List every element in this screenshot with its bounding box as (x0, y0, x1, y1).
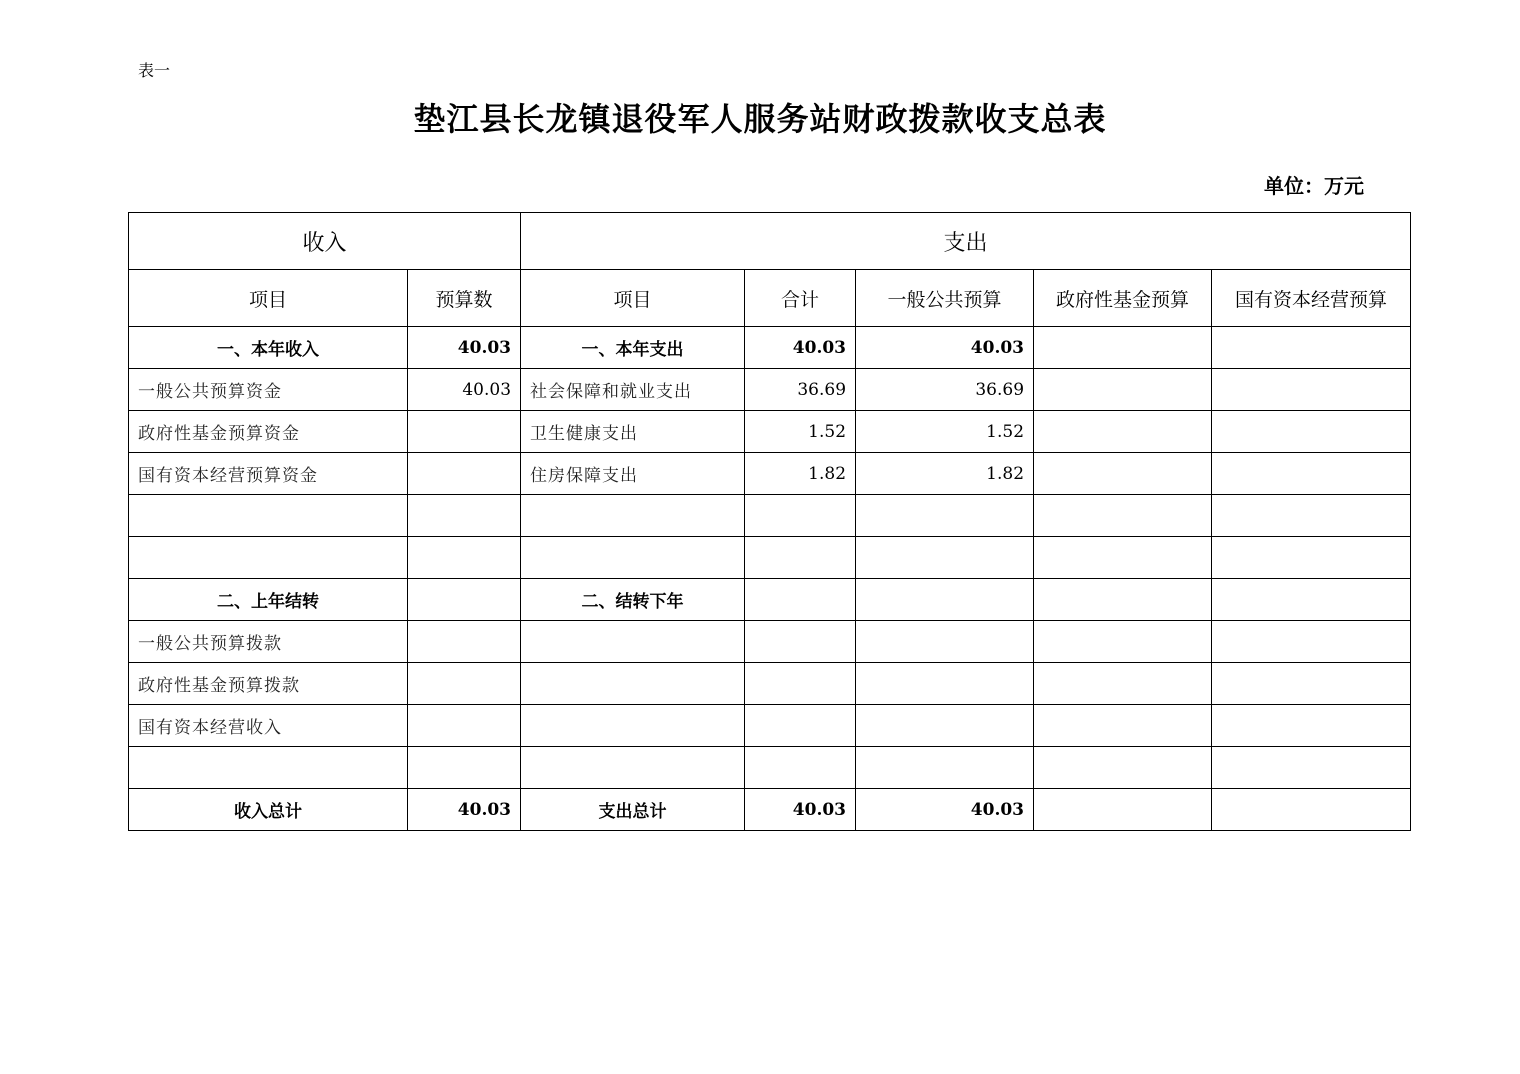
expense-item-cell (521, 663, 745, 705)
income-item-cell: 政府性基金预算资金 (129, 411, 408, 453)
table-row (129, 663, 1411, 705)
general-public-budget-cell: 40.03 (856, 327, 1034, 369)
income-amount-cell (408, 495, 521, 537)
income-item-cell: 政府性基金预算拨款 (129, 663, 408, 705)
col-header-expense-item: 项目 (521, 270, 745, 327)
income-section-header: 收入 (129, 213, 521, 270)
state-capital-budget-cell (1212, 495, 1411, 537)
expense-total-cell (745, 579, 856, 621)
expense-total-cell (745, 495, 856, 537)
income-amount-cell: 40.03 (408, 327, 521, 369)
income-amount-cell (408, 705, 521, 747)
expense-item-cell (521, 495, 745, 537)
col-header-gov-fund-budget: 政府性基金预算 (1034, 270, 1212, 327)
expense-item-cell: 住房保障支出 (521, 453, 745, 495)
expense-total-cell (745, 537, 856, 579)
state-capital-budget-cell (1212, 705, 1411, 747)
general-public-budget-cell (856, 579, 1034, 621)
general-public-budget-cell (856, 495, 1034, 537)
expense-item-cell (521, 747, 745, 789)
income-item-cell (129, 495, 408, 537)
state-capital-budget-cell (1212, 453, 1411, 495)
gov-fund-budget-cell (1034, 327, 1212, 369)
income-amount-cell (408, 537, 521, 579)
expense-total-cell: 1.82 (745, 453, 856, 495)
expense-item-cell: 卫生健康支出 (521, 411, 745, 453)
income-amount-cell (408, 621, 521, 663)
gov-fund-budget-cell (1034, 537, 1212, 579)
gov-fund-budget-cell (1034, 579, 1212, 621)
table-row (129, 327, 1411, 369)
income-item-cell: 一般公共预算拨款 (129, 621, 408, 663)
table-row (129, 369, 1411, 411)
gov-fund-budget-cell (1034, 411, 1212, 453)
expense-total-cell: 40.03 (745, 789, 856, 831)
income-item-cell: 一、本年收入 (129, 327, 408, 369)
state-capital-budget-cell (1212, 327, 1411, 369)
state-capital-budget-cell (1212, 747, 1411, 789)
income-item-cell: 国有资本经营预算资金 (129, 453, 408, 495)
expense-total-cell (745, 705, 856, 747)
expense-section-header: 支出 (521, 213, 1411, 270)
table-row (129, 705, 1411, 747)
income-item-cell: 收入总计 (129, 789, 408, 831)
general-public-budget-cell (856, 705, 1034, 747)
general-public-budget-cell (856, 663, 1034, 705)
table-label: 表一 (138, 61, 171, 80)
state-capital-budget-cell (1212, 579, 1411, 621)
unit-label: 单位：万元 (1264, 174, 1364, 198)
page-title: 垫江县长龙镇退役军人服务站财政拨款收支总表 (413, 100, 1107, 138)
income-amount-cell (408, 453, 521, 495)
state-capital-budget-cell (1212, 537, 1411, 579)
expense-total-cell (745, 621, 856, 663)
expense-item-cell (521, 537, 745, 579)
gov-fund-budget-cell (1034, 747, 1212, 789)
col-header-state-capital-budget: 国有资本经营预算 (1212, 270, 1411, 327)
expense-item-cell (521, 705, 745, 747)
table-row (129, 579, 1411, 621)
expense-item-cell: 二、结转下年 (521, 579, 745, 621)
table-row (129, 747, 1411, 789)
gov-fund-budget-cell (1034, 369, 1212, 411)
general-public-budget-cell: 1.52 (856, 411, 1034, 453)
state-capital-budget-cell (1212, 621, 1411, 663)
income-item-cell (129, 747, 408, 789)
state-capital-budget-cell (1212, 789, 1411, 831)
expense-item-cell: 一、本年支出 (521, 327, 745, 369)
expense-total-cell: 36.69 (745, 369, 856, 411)
income-amount-cell (408, 747, 521, 789)
income-amount-cell (408, 663, 521, 705)
gov-fund-budget-cell (1034, 621, 1212, 663)
column-header-row (129, 270, 1411, 327)
general-public-budget-cell: 1.82 (856, 453, 1034, 495)
section-header-row (129, 213, 1411, 270)
expense-item-cell: 支出总计 (521, 789, 745, 831)
state-capital-budget-cell (1212, 663, 1411, 705)
table-row (129, 411, 1411, 453)
state-capital-budget-cell (1212, 411, 1411, 453)
gov-fund-budget-cell (1034, 495, 1212, 537)
expense-item-cell: 社会保障和就业支出 (521, 369, 745, 411)
gov-fund-budget-cell (1034, 789, 1212, 831)
expense-total-cell (745, 747, 856, 789)
table-row (129, 621, 1411, 663)
state-capital-budget-cell (1212, 369, 1411, 411)
general-public-budget-cell: 36.69 (856, 369, 1034, 411)
income-amount-cell (408, 411, 521, 453)
col-header-general-public-budget: 一般公共预算 (856, 270, 1034, 327)
table-row (129, 453, 1411, 495)
income-item-cell (129, 537, 408, 579)
general-public-budget-cell: 40.03 (856, 789, 1034, 831)
table-row (129, 495, 1411, 537)
income-item-cell: 二、上年结转 (129, 579, 408, 621)
general-public-budget-cell (856, 747, 1034, 789)
gov-fund-budget-cell (1034, 705, 1212, 747)
income-amount-cell (408, 579, 521, 621)
expense-total-cell (745, 663, 856, 705)
income-item-cell: 一般公共预算资金 (129, 369, 408, 411)
expense-total-cell: 1.52 (745, 411, 856, 453)
general-public-budget-cell (856, 537, 1034, 579)
expense-item-cell (521, 621, 745, 663)
table-row (129, 537, 1411, 579)
general-public-budget-cell (856, 621, 1034, 663)
budget-table (128, 212, 1411, 831)
col-header-budget-amount: 预算数 (408, 270, 521, 327)
col-header-total: 合计 (745, 270, 856, 327)
income-amount-cell: 40.03 (408, 789, 521, 831)
gov-fund-budget-cell (1034, 663, 1212, 705)
income-amount-cell: 40.03 (408, 369, 521, 411)
gov-fund-budget-cell (1034, 453, 1212, 495)
income-item-cell: 国有资本经营收入 (129, 705, 408, 747)
expense-total-cell: 40.03 (745, 327, 856, 369)
col-header-income-item: 项目 (129, 270, 408, 327)
table-row (129, 789, 1411, 831)
